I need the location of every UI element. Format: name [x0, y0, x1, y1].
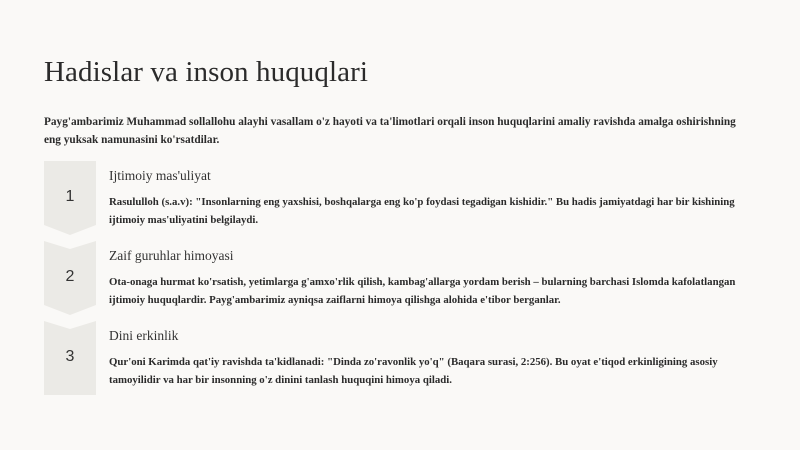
item-title-3: Dini erkinlik: [109, 328, 179, 343]
step-marker-1: [44, 161, 104, 233]
intro-paragraph: Payg'ambarimiz Muhammad sollallohu alayhi vasallam o'z hayoti va ta'limotlari orqali inson huquqlarini amaliy ravishda amalga oshirishning eng yuksak namunasini ko'rsatdilar.: [44, 116, 736, 146]
step-number-2: 2: [65, 268, 75, 285]
item-title-2: Zaif guruhlar himoyasi: [109, 248, 234, 263]
slide-title: Hadislar va inson huquqlari: [44, 56, 369, 88]
step-number-1: 1: [65, 188, 75, 205]
step-number-3: 3: [65, 348, 75, 365]
item-text-1: Rasululloh (s.a.v): "Insonlarning eng yaxshisi, boshqalarga eng ko'p foydasi tegadigan kishidir." Bu hadis jamiyatdagi har bir kishining ijtimoiy mas'uliyatini belgilaydi.: [109, 196, 735, 226]
item-text-2: Ota-onaga hurmat ko'rsatish, yetimlarga g'amxo'rlik qilish, kambag'allarga yordam berish – bularning barchasi Islomda kafolatlangan ijtimoiy huquqlardir. Payg'ambarimiz ayniqsa zaiflarni himoya qilishga alohida e'tibor berganlar.: [109, 276, 736, 306]
step-marker-3: [44, 321, 104, 393]
item-text-3: Qur'oni Karimda qat'iy ravishda ta'kidlanadi: "Dinda zo'ravonlik yo'q" (Baqara surasi, 2:256). Bu oyat e'tiqod erkinligining asosiy tamoyilidir va har bir insonning o'z dinini tanlash huquqini himoya qiladi.: [109, 356, 718, 386]
step-marker-2: [44, 241, 104, 313]
item-title-1: Ijtimoiy mas'uliyat: [109, 168, 211, 183]
